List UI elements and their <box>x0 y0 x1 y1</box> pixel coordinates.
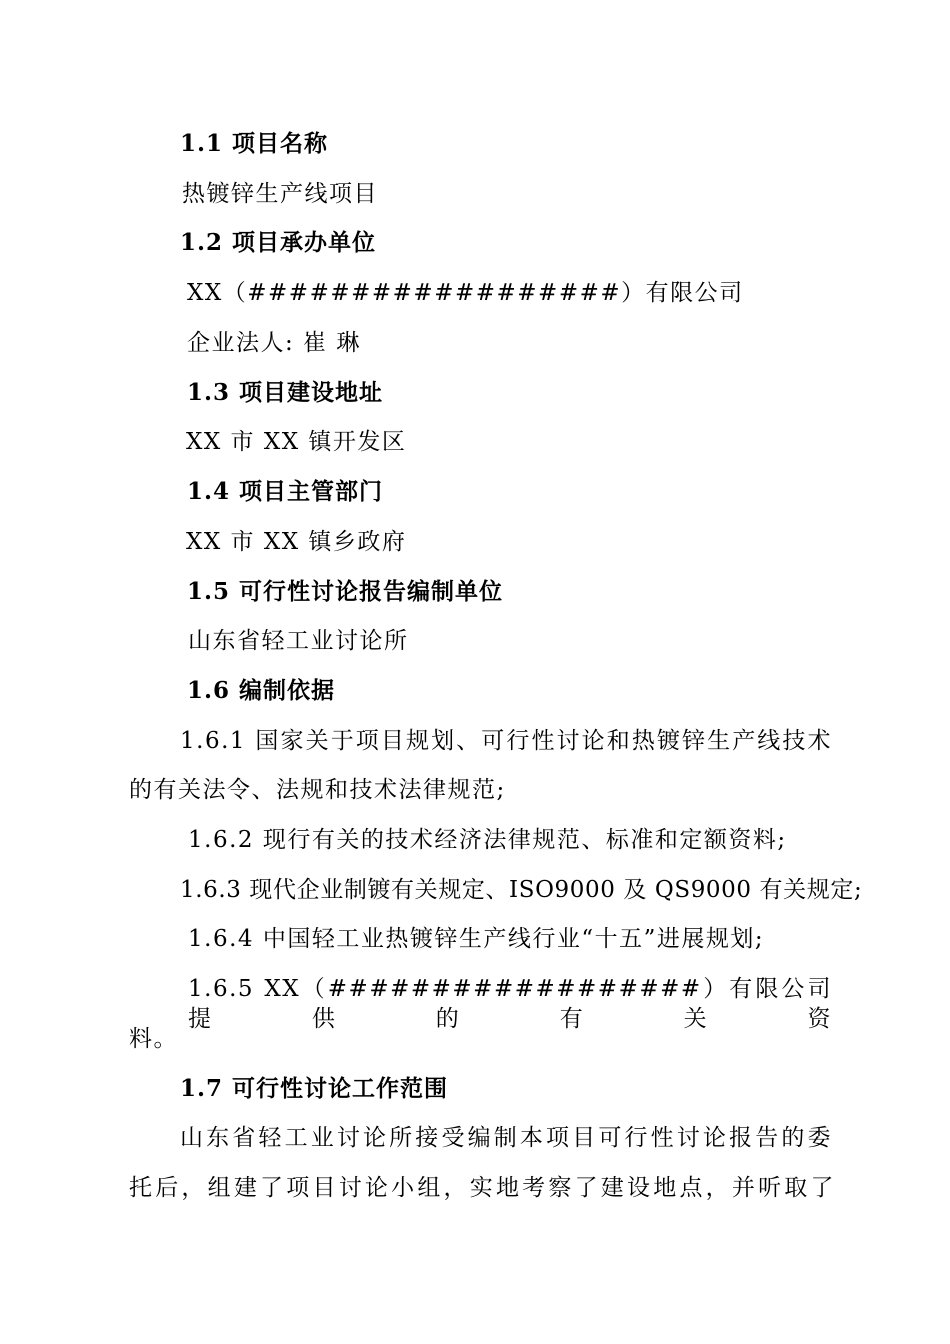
section-heading: 1.6 编制依据 <box>187 677 336 704</box>
section-heading: 1.1 项目名称 <box>180 130 329 157</box>
paragraph-text: XX（##################）有限公司 <box>187 280 744 306</box>
paragraph-text: 的有关法令、法规和技术法律规范; <box>129 777 506 803</box>
paragraph-text: 山东省轻工业讨论所接受编制本项目可行性讨论报告的委 <box>180 1125 832 1151</box>
section-heading: 1.2 项目承办单位 <box>180 229 377 256</box>
paragraph-text: 热镀锌生产线项目 <box>182 181 378 207</box>
paragraph-text: XX 市 XX 镇乡政府 <box>186 529 407 555</box>
paragraph-text: 企业法人: 崔 琳 <box>187 330 361 356</box>
section-heading: 1.3 项目建设地址 <box>187 379 384 406</box>
section-heading: 1.4 项目主管部门 <box>187 478 384 505</box>
paragraph-text: 1.6.5 XX（##################）有限公司提供的有关资 <box>188 976 832 1032</box>
paragraph-text: 1.6.1 国家关于项目规划、可行性讨论和热镀锌生产线技术 <box>180 728 832 754</box>
paragraph-text: 1.6.4 中国轻工业热镀锌生产线行业“十五”进展规划; <box>188 926 765 952</box>
section-heading: 1.5 可行性讨论报告编制单位 <box>187 578 504 605</box>
paragraph-text: 1.6.2 现行有关的技术经济法律规范、标准和定额资料; <box>188 827 787 853</box>
paragraph-text: 1.6.3 现代企业制镀有关规定、ISO9000 及 QS9000 有关规定; <box>180 877 863 903</box>
paragraph-text: XX 市 XX 镇开发区 <box>186 429 407 455</box>
paragraph-text: 料。 <box>129 1026 178 1052</box>
paragraph-text: 托后，组建了项目讨论小组，实地考察了建设地点，并听取了 <box>129 1175 835 1201</box>
paragraph-text: 山东省轻工业讨论所 <box>188 628 409 654</box>
section-heading: 1.7 可行性讨论工作范围 <box>180 1075 449 1102</box>
